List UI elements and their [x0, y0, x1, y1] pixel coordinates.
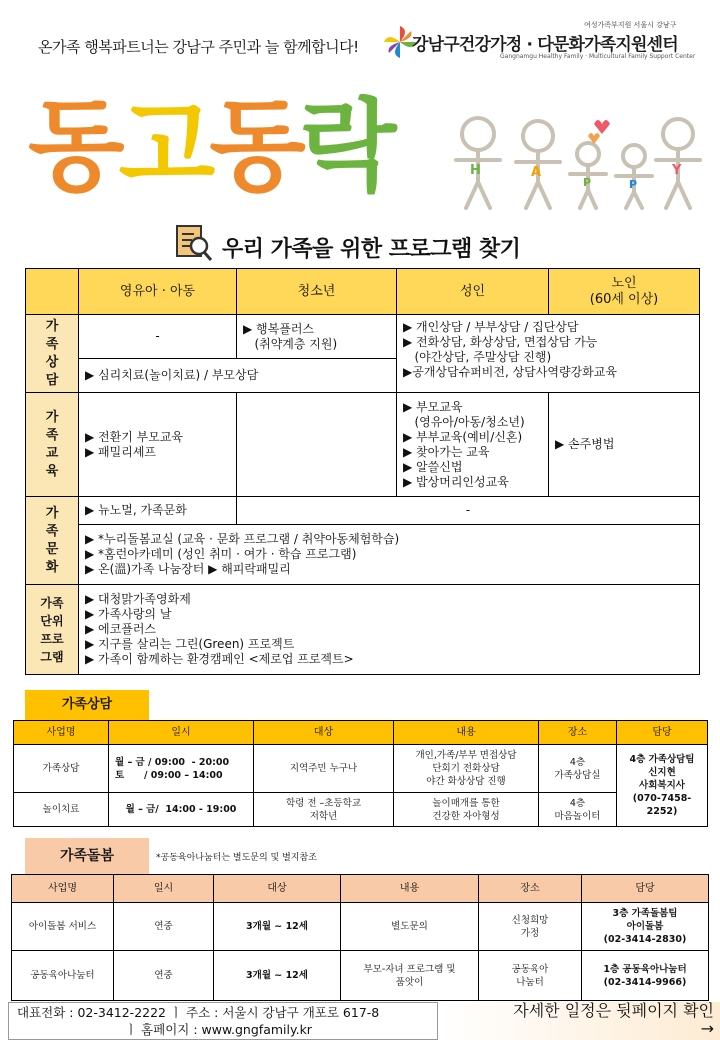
- time-line: 토 / 09:00 – 14:00: [115, 769, 223, 781]
- footer-schedule-note: [440, 1002, 720, 1040]
- care-header: 내용: [341, 875, 479, 903]
- education-child-line: ▶ 전환기 부모교육: [85, 429, 184, 444]
- care-row-place: [479, 903, 582, 951]
- place-line: 공동육아: [511, 963, 549, 975]
- care-header: 장소: [479, 875, 582, 903]
- culture-line: ▶ *홈런아카데미 (성인 취미 · 여가 · 학습 프로그램): [85, 547, 357, 561]
- counsel-row-time: 월 – 금/ 14:00 - 19:00: [109, 793, 254, 827]
- education-adult: [397, 393, 549, 497]
- care-table: [11, 874, 709, 1001]
- place-line: 마음놀이터: [554, 810, 601, 822]
- title-char-2: 고: [118, 88, 210, 205]
- education-adult-line: ▶ 밥상머리인성교육: [403, 474, 509, 489]
- culture-row2: [79, 525, 700, 585]
- care-row-time: 연중: [114, 903, 214, 951]
- footer-line1: 대표전화 : 02-3412-2222 ㅣ 주소 : 서울시 강남구 개포로 617-8: [17, 1005, 380, 1020]
- counsel-youth-line: (취약계층 지원): [243, 336, 338, 351]
- counsel-adult-line: ▶ 전화상담, 화상상담, 면접상담 가능: [403, 335, 598, 349]
- counsel-header: 일시: [109, 721, 254, 745]
- counsel-row-content: [394, 793, 539, 827]
- education-adult-line: ▶ 부모교육: [403, 399, 463, 414]
- culture-rest: -: [237, 497, 700, 525]
- contact-line: 3층 가족돌봄팀: [612, 908, 678, 919]
- slogan: 온가족 행복파트너는 강남구 주민과 늘 함께합니다!: [38, 38, 359, 56]
- contact-line: (070-7458-2252): [632, 793, 692, 817]
- category-education: 가 족 교 육: [26, 393, 79, 497]
- counsel-youth-line: ▶ 행복플러스: [243, 321, 315, 336]
- care-header: 담당: [582, 875, 709, 903]
- care-header: 대상: [214, 875, 341, 903]
- happy-letter-p2: P: [629, 178, 638, 191]
- header-child: 영유아 · 아동: [79, 269, 237, 315]
- education-adult-line: ▶ 알쓸신법: [403, 459, 463, 474]
- counsel-header: 내용: [394, 721, 539, 745]
- target-line: 저학년: [309, 810, 338, 822]
- schedule-note-text: 자세한 일정은 뒷페이지 확인: [513, 1001, 714, 1020]
- contact-line: 4층 가족상담팀: [629, 754, 695, 765]
- counsel-header: 담당: [617, 721, 708, 745]
- family-unit-line: ▶ 지구를 살리는 그린(Green) 프로젝트: [85, 637, 295, 651]
- family-unit-line: ▶ 가족사랑의 날: [85, 607, 172, 621]
- culture-line: ▶ 온(溫)가족 나눔장터 ▶ 해피락패밀리: [85, 562, 291, 576]
- counsel-row-place: [539, 745, 617, 793]
- care-row-name: 아이돌봄 서비스: [12, 903, 114, 951]
- counsel-table: [13, 720, 708, 827]
- counsel-adult-line: ▶ 개인상담 / 부부상담 / 집단상담: [403, 320, 579, 334]
- education-adult-line: ▶ 부부교육(예비/신혼): [403, 429, 523, 444]
- contact-line: 아이돌봄: [626, 921, 664, 932]
- care-row-target: 3개월 ~ 12세: [214, 903, 341, 951]
- place-line: 나눔터: [516, 976, 544, 988]
- document-search-icon: [172, 222, 214, 264]
- culture-line: ▶ *누리돌봄교실 (교육 · 문화 프로그램 / 취약아동체험학습): [85, 532, 400, 546]
- target-line: 학령 전 –초등학교: [285, 797, 362, 809]
- title-char-1: 동: [28, 88, 119, 205]
- place-line: 가정: [520, 927, 540, 939]
- header-youth: 청소년: [237, 269, 397, 315]
- care-note: *공동육아나눔터는 별도문의 및 별지참조: [156, 853, 317, 863]
- content-line: 야간 화상상담 진행: [426, 776, 506, 787]
- content-line: 놀이매개를 통한: [432, 797, 500, 809]
- content-line: 건강한 자아형성: [432, 810, 500, 822]
- content-line: 품앗이: [395, 976, 424, 988]
- footer-line2: ㅣ 홈페이지 : www.gngfamily.kr: [125, 1022, 312, 1037]
- counsel-adult-line: ▶공개상담슈퍼비전, 상담사역량강화교육: [403, 365, 617, 379]
- counsel-contact: [617, 745, 708, 827]
- content-line: 개인,가족/부부 면접상담: [415, 750, 517, 761]
- counsel-row-name: 가족상담: [14, 745, 109, 793]
- care-header: 일시: [114, 875, 214, 903]
- main-title: [28, 88, 428, 205]
- care-row-name: 공동육아나눔터: [12, 951, 114, 1001]
- education-adult-line: (영유아/아동/청소년): [403, 414, 525, 429]
- title-char-4: 락: [299, 88, 391, 205]
- care-row-contact: [582, 951, 709, 1001]
- culture-child: ▶ 뉴노멀, 가족문화: [79, 497, 237, 525]
- time-line: 월 – 금 / 09:00 - 20:00: [115, 756, 230, 768]
- ministry-label: 여성가족부지원 서울시 강남구: [584, 21, 677, 29]
- counsel-row-time: [109, 745, 254, 793]
- care-row-content: [341, 951, 479, 1001]
- happy-letter-a: A: [531, 165, 542, 180]
- care-row-target: 3개월 ~ 12세: [214, 951, 341, 1001]
- happy-letter-y: Y: [672, 163, 682, 178]
- place-line: 4층: [569, 756, 586, 768]
- care-row-time: 연중: [114, 951, 214, 1001]
- counsel-child: -: [79, 315, 237, 359]
- counsel-header: 사업명: [14, 721, 109, 745]
- family-unit-programs: [79, 585, 700, 675]
- header-senior: 노인 (60세 이상): [549, 269, 700, 315]
- place-line: 신청희망: [511, 914, 549, 926]
- category-family-unit: 가족 단위 프로 그램: [26, 585, 79, 675]
- center-english-name: Gangnamgu Healthy Family · Multicultural Family Support Center: [500, 53, 696, 60]
- education-child: [79, 393, 237, 497]
- counsel-adult-line: (야간상담, 주말상담 진행): [403, 350, 552, 364]
- family-unit-line: ▶ 에코플러스: [85, 622, 157, 636]
- category-counsel: 가 족 상 담: [26, 315, 79, 393]
- subtitle: 우리 가족을 위한 프로그램 찾기: [222, 237, 521, 262]
- footer-contact: [8, 1002, 438, 1040]
- header-adult: 성인: [397, 269, 549, 315]
- tab-family-care: 가족돌봄: [25, 838, 149, 874]
- contact-line: 사회복지사: [639, 780, 685, 791]
- care-row-contact: [582, 903, 709, 951]
- care-row-place: [479, 951, 582, 1001]
- education-senior: ▶ 손주병법: [549, 393, 700, 497]
- happy-letter-h: H: [470, 163, 481, 178]
- contact-line: (02-3414-2830): [603, 934, 687, 945]
- counsel-row-name: 놀이치료: [14, 793, 109, 827]
- education-youth: [237, 393, 397, 497]
- content-line: 단회기 전화상담: [432, 763, 500, 774]
- care-header: 사업명: [12, 875, 114, 903]
- content-line: 부모-자녀 프로그램 및: [363, 963, 456, 975]
- contact-line: 1층 공동육아나눔터: [603, 963, 687, 975]
- education-adult-line: ▶ 찾아가는 교육: [403, 444, 490, 459]
- family-unit-line: ▶ 가족이 함께하는 환경캠페인 <제로업 프로젝트>: [85, 652, 354, 666]
- education-child-line: ▶ 패밀리셰프: [85, 444, 157, 459]
- happy-letter-p1: P: [583, 176, 592, 189]
- happy-family-illustration: [438, 112, 708, 212]
- category-culture: 가 족 문 화: [26, 497, 79, 585]
- counsel-row-target: 지역주민 누구나: [254, 745, 394, 793]
- header-empty: [26, 269, 79, 315]
- contact-line: 신지현: [648, 767, 676, 778]
- place-line: 가족상담실: [554, 769, 601, 781]
- counsel-row-place: [539, 793, 617, 827]
- counsel-child-youth-row2: ▶ 심리치료(놀이치료) / 부모상담: [79, 359, 397, 393]
- title-char-3: 동: [209, 88, 300, 205]
- counsel-header: 장소: [539, 721, 617, 745]
- program-table: [25, 268, 700, 675]
- center-name: 강남구건강가정 · 다문화가족지원센터: [412, 35, 678, 55]
- care-row-content: 별도문의: [341, 903, 479, 951]
- family-unit-line: ▶ 대청맑가족영화제: [85, 592, 191, 606]
- counsel-header: 대상: [254, 721, 394, 745]
- contact-line: (02-3414-9966): [603, 976, 687, 988]
- counsel-row-content: [394, 745, 539, 793]
- place-line: 4층: [569, 797, 586, 809]
- counsel-youth: [237, 315, 397, 359]
- counsel-adult: [397, 315, 700, 393]
- tab-family-counsel: 가족상담: [25, 690, 149, 720]
- counsel-row-target: [254, 793, 394, 827]
- arrow-right-icon: →: [700, 1019, 714, 1038]
